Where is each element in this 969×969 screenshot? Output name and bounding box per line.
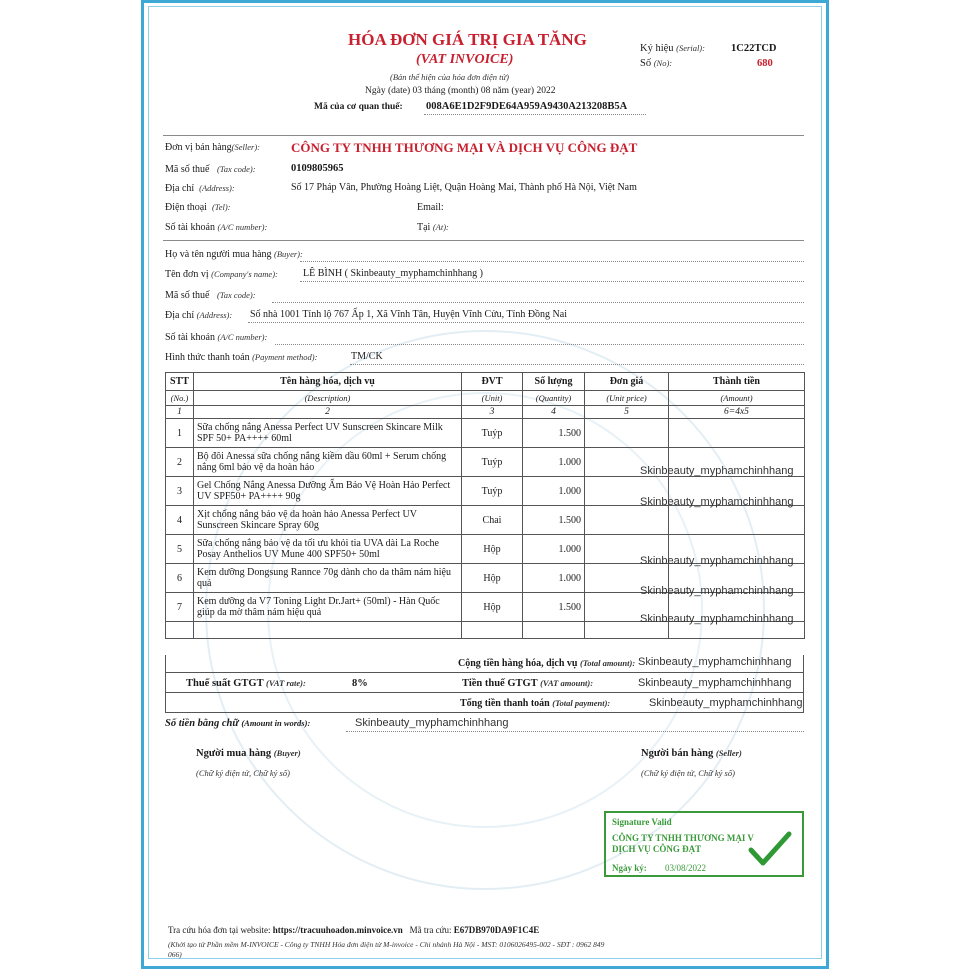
overlay-text-row2: Skinbeauty_myphamchinhhang <box>640 465 794 477</box>
overlay-text-row5: Skinbeauty_myphamchinhhang <box>640 555 794 567</box>
row-qty: 1.500 <box>523 419 585 448</box>
th-unit: ĐVT <box>462 373 523 391</box>
seller-sign-note: (Chữ ký điện tử, Chữ ký số) <box>641 768 735 778</box>
row-qty: 1.500 <box>523 593 585 622</box>
overlay-text-row7: Skinbeauty_myphamchinhhang <box>640 613 794 625</box>
checkmark-icon <box>748 830 792 868</box>
seller-account-label: Số tài khoản (A/C number): <box>165 222 268 233</box>
th-no: STT <box>166 373 194 391</box>
th-desc: Tên hàng hóa, dịch vụ <box>194 373 462 391</box>
seller-name: CÔNG TY TNHH THƯƠNG MẠI VÀ DỊCH VỤ CÔNG ĐẠT <box>291 140 638 155</box>
th-en-unit: (Unit) <box>462 391 523 406</box>
seller-address: Số 17 Pháp Vân, Phường Hoàng Liệt, Quận Hoàng Mai, Thành phố Hà Nội, Việt Nam <box>291 182 637 193</box>
row-no: 3 <box>166 477 194 506</box>
buyer-address-label: Địa chỉ (Address): <box>165 310 233 321</box>
row-qty: 1.000 <box>523 477 585 506</box>
th-en-price: (Unit price) <box>585 391 669 406</box>
row-desc: Gel Chống Nắng Anessa Dưỡng Ẩm Bảo Vệ Hoàn Hảo Perfect UV SPF50+ PA++++ 90g <box>194 477 462 506</box>
row-unit: Hộp <box>462 564 523 593</box>
overlay-text-row3: Skinbeauty_myphamchinhhang <box>640 496 794 508</box>
row-unit: Tuýp <box>462 448 523 477</box>
seller-tax-label: Mã số thuế (Tax code): <box>165 164 256 175</box>
row-no: 2 <box>166 448 194 477</box>
buyer-sign-note: (Chữ ký điện tử, Chữ ký số) <box>196 768 290 778</box>
table-row <box>166 506 805 535</box>
tax-authority-label: Mã của cơ quan thuế: <box>314 102 403 112</box>
seller-sign-label: Người bán hàng (Seller) <box>641 748 742 759</box>
signature-company-2: DỊCH VỤ CÔNG ĐẠT <box>612 844 702 854</box>
col-index: 5 <box>585 406 669 419</box>
lookup-line: Tra cứu hóa đơn tại website: https://tracuuhoadon.minvoice.vn Mã tra cứu: E67DB970DA9F1C4E <box>168 925 540 935</box>
lookup-url[interactable]: https://tracuuhoadon.minvoice.vn <box>272 925 403 935</box>
seller-at-label: Tại (At): <box>417 222 449 233</box>
table-index-row <box>166 406 805 419</box>
row-unit: Tuýp <box>462 477 523 506</box>
seller-name-label: Đơn vị bán hàng(Seller): <box>165 142 260 153</box>
row-unit: Chai <box>462 506 523 535</box>
row-price <box>585 506 669 535</box>
row-qty: 1.000 <box>523 535 585 564</box>
row-desc: Sữa chống nắng Anessa Perfect UV Sunscreen Skincare Milk SPF 50+ PA++++ 60ml <box>194 419 462 448</box>
seller-phone-label: Điện thoại (Tel): <box>165 202 231 213</box>
th-qty: Số lượng <box>523 373 585 391</box>
row-amount <box>669 419 805 448</box>
buyer-account-label: Số tài khoản (A/C number): <box>165 332 268 343</box>
row-qty: 1.500 <box>523 506 585 535</box>
provider-line-1: (Khởi tạo từ Phần mềm M-INVOICE - Công ty TNHH Hóa đơn điện tử M-invoice - Chi nhánh Hà Nội - MST: 0106026495-002 - SĐT : 0962 849 <box>168 940 605 949</box>
buyer-name-label: Họ và tên người mua hàng (Buyer): <box>165 249 303 260</box>
table-header-en-row <box>166 391 805 406</box>
total-label: Tổng tiền thanh toán (Total payment): <box>460 698 611 709</box>
tax-authority-code: 008A6E1D2F9DE64A959A9430A213208B5A <box>426 101 628 112</box>
row-qty: 1.000 <box>523 448 585 477</box>
buyer-company: LÊ BÌNH ( Skinbeauty_myphamchinhhang ) <box>303 268 483 279</box>
th-price: Đơn giá <box>585 373 669 391</box>
invoice-date: Ngày (date) 03 tháng (month) 08 năm (year) 2022 <box>365 86 556 96</box>
overlay-text-row6: Skinbeauty_myphamchinhhang <box>640 585 794 597</box>
subtotal-value: Skinbeauty_myphamchinhhang <box>638 656 792 668</box>
col-index: 6=4x5 <box>669 406 805 419</box>
row-no: 4 <box>166 506 194 535</box>
col-index: 4 <box>523 406 585 419</box>
th-en-no: (No.) <box>166 391 194 406</box>
row-desc: Kem dưỡng da V7 Toning Light Dr.Jart+ (50ml) - Hàn Quốc giúp da mờ thâm nám hiệu quả <box>194 593 462 622</box>
th-en-amount: (Amount) <box>669 391 805 406</box>
th-amount: Thành tiền <box>669 373 805 391</box>
vat-amount-value: Skinbeauty_myphamchinhhang <box>638 677 792 689</box>
buyer-tax-label: Mã số thuế (Tax code): <box>165 290 256 301</box>
amount-words-value: Skinbeauty_myphamchinhhang <box>355 717 509 729</box>
invoice-title-en: (VAT INVOICE) <box>416 52 514 67</box>
th-en-qty: (Quantity) <box>523 391 585 406</box>
row-desc: Bộ đôi Anessa sữa chống nắng kiềm dầu 60ml + Serum chống nắng 6ml bảo vệ da hoàn hảo <box>194 448 462 477</box>
buyer-payment: TM/CK <box>351 351 383 362</box>
signature-date: 03/08/2022 <box>665 863 707 873</box>
th-en-desc: (Description) <box>194 391 462 406</box>
total-value: Skinbeauty_myphamchinhhang <box>649 697 803 709</box>
row-price <box>585 419 669 448</box>
lookup-code: E67DB970DA9F1C4E <box>453 925 540 935</box>
no-label: Số (No): <box>640 58 673 69</box>
seller-address-label: Địa chỉ (Address): <box>165 183 235 194</box>
row-no: 6 <box>166 564 194 593</box>
row-desc: Xịt chống nắng bảo vệ da hoàn hảo Anessa Perfect UV Sunscreen Skincare Spray 60g <box>194 506 462 535</box>
row-unit: Tuýp <box>462 419 523 448</box>
vat-amount-label: Tiền thuế GTGT (VAT amount): <box>462 678 594 689</box>
buyer-address: Số nhà 1001 Tỉnh lộ 767 Ấp 1, Xã Vĩnh Tân, Huyện Vĩnh Cửu, Tỉnh Đồng Nai <box>250 309 567 320</box>
amount-words-label: Số tiền bằng chữ (Amount in words): <box>165 718 311 729</box>
row-no: 5 <box>166 535 194 564</box>
serial-label: Ký hiệu (Serial): <box>640 43 705 54</box>
row-unit: Hộp <box>462 535 523 564</box>
row-desc: Kem dưỡng Dongsung Rannce 70g dành cho da thâm nám hiệu quả <box>194 564 462 593</box>
row-no: 1 <box>166 419 194 448</box>
table-header-row <box>166 373 805 391</box>
buyer-payment-label: Hình thức thanh toán (Payment method): <box>165 352 318 363</box>
subtotal-label: Cộng tiền hàng hóa, dịch vụ (Total amount): <box>458 658 636 669</box>
vat-rate-label: Thuế suất GTGT (VAT rate): <box>186 678 306 689</box>
no-value: 680 <box>757 58 773 69</box>
invoice-note: (Bản thể hiện của hóa đơn điện tử) <box>390 72 509 82</box>
signature-valid-title: Signature Valid <box>612 817 672 827</box>
table-row <box>166 419 805 448</box>
signature-date-label: Ngày ký: <box>612 863 647 873</box>
seller-tax-code: 0109805965 <box>291 163 344 174</box>
row-qty: 1.000 <box>523 564 585 593</box>
serial-value: 1C22TCD <box>731 43 777 54</box>
vat-rate: 8% <box>352 678 368 689</box>
col-index: 2 <box>194 406 462 419</box>
row-amount <box>669 506 805 535</box>
row-no: 7 <box>166 593 194 622</box>
buyer-company-label: Tên đơn vị (Company's name): <box>165 269 278 280</box>
row-desc: Sữa chống nắng bảo vệ da tối ưu khỏi tia UVA dài La Roche Posay Anthelios UV Mune 400 SPF50+ 50ml <box>194 535 462 564</box>
invoice-title: HÓA ĐƠN GIÁ TRỊ GIA TĂNG <box>348 30 587 49</box>
provider-line-2: 066) <box>168 950 182 959</box>
signature-company-1: CÔNG TY TNHH THƯƠNG MẠI V <box>612 833 754 843</box>
row-unit: Hộp <box>462 593 523 622</box>
buyer-sign-label: Người mua hàng (Buyer) <box>196 748 301 759</box>
seller-email-label: Email: <box>417 202 444 213</box>
col-index: 1 <box>166 406 194 419</box>
col-index: 3 <box>462 406 523 419</box>
